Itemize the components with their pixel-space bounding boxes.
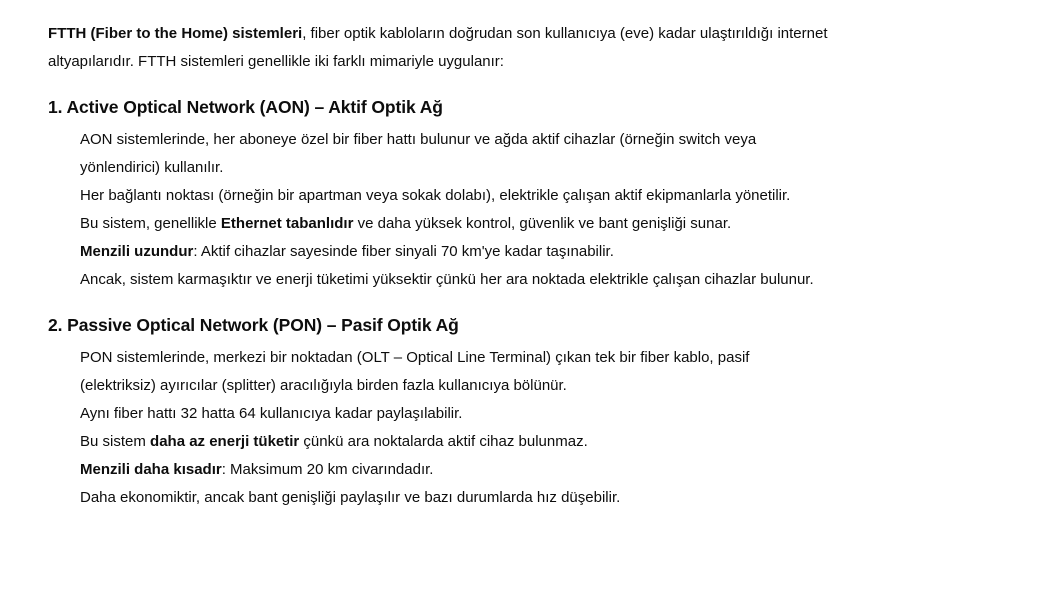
list-item — [80, 344, 828, 400]
point-text-after: ve daha yüksek kontrol, güvenlik ve bant genişliği sunar. — [353, 215, 732, 232]
list-item — [80, 210, 828, 238]
point-text: Her bağlantı noktası (örneğin bir apartman veya sokak dolabı), elektrikle çalışan aktif ekipmanlarla yönetilir. — [80, 187, 791, 204]
point-text-after: : Maksimum 20 km civarındadır. — [221, 461, 434, 478]
list-item — [80, 266, 828, 294]
point-text: Bu sistem, genellikle — [80, 215, 221, 232]
point-text: Ancak, sistem karmaşıktır ve enerji tüketimi yüksektir çünkü her ara noktada elektrikle çalışan cihazlar bulunur. — [80, 271, 814, 288]
list-item — [80, 238, 828, 266]
list-item — [80, 428, 828, 456]
intro-bold-term: FTTH (Fiber to the Home) sistemleri — [48, 25, 303, 42]
document-body — [48, 20, 828, 512]
list-item — [80, 400, 828, 428]
aon-points-list — [48, 126, 828, 294]
list-item — [80, 484, 828, 512]
point-bold: Menzili uzundur — [80, 243, 194, 260]
intro-text: , fiber optik kabloların doğrudan son kullanıcıya (eve) kadar ulaştırıldığı internet altyapılarıdır. FTTH sistemleri genellikle iki farklı mimariyle uygulanır: — [48, 25, 828, 70]
point-text: Daha ekonomiktir, ancak bant genişliği paylaşılır ve bazı durumlarda hız düşebilir. — [80, 489, 621, 506]
point-text: AON sistemlerinde, her aboneye özel bir fiber hattı bulunur ve ağda aktif cihazlar (örneğin switch veya yönlendirici) kullanılır. — [80, 131, 757, 176]
point-bold: Menzili daha kısadır — [80, 461, 222, 478]
point-bold: Ethernet tabanlıdır — [220, 215, 354, 232]
point-text: Aynı fiber hattı 32 hatta 64 kullanıcıya kadar paylaşılabilir. — [80, 405, 463, 422]
point-text: Bu sistem — [80, 433, 151, 450]
point-bold: daha az enerji tüketir — [150, 433, 300, 450]
pon-points-list — [48, 344, 828, 512]
list-item — [80, 182, 828, 210]
section-heading-aon: 1. Active Optical Network (AON) – Aktif Optik Ağ — [48, 97, 443, 117]
list-item — [80, 456, 828, 484]
point-text: PON sistemlerinde, merkezi bir noktadan (OLT – Optical Line Terminal) çıkan tek bir fiber kablo, pasif (elektriksiz) ayırıcılar (splitter) aracılığıyla birden fazla kullanıcıya bölünür. — [80, 349, 750, 394]
list-item — [80, 126, 828, 182]
point-text-after: çünkü ara noktalarda aktif cihaz bulunmaz. — [299, 433, 588, 450]
point-text-after: : Aktif cihazlar sayesinde fiber sinyali 70 km'ye kadar taşınabilir. — [193, 243, 614, 260]
section-heading-pon: 2. Passive Optical Network (PON) – Pasif Optik Ağ — [48, 315, 459, 335]
intro-paragraph — [48, 20, 828, 76]
